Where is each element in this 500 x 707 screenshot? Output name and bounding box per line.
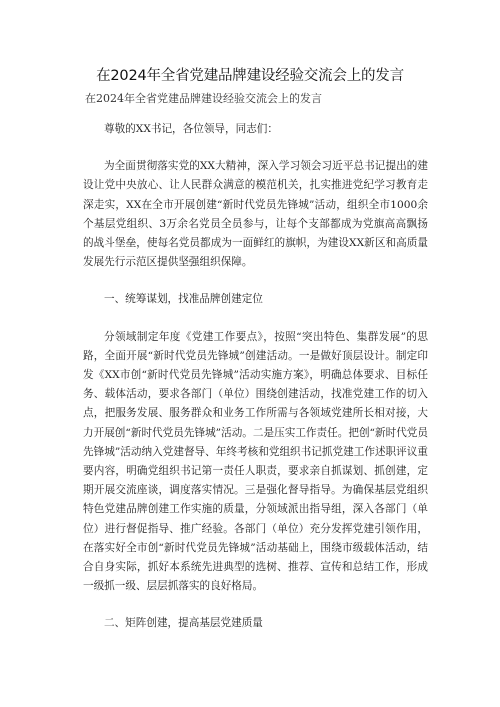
- document-body: [83, 120, 428, 652]
- salutation: 尊敬的XX书记，各位领导，同志们：: [104, 123, 278, 135]
- intro-paragraph: 为全面贯彻落实党的XX大精神，深入学习领会习近平总书记提出的建设让党中央放心、让人民群众满意的模范机关，扎实推进党纪学习教育走深走实，XX在全市开展创建“新时代党员先锋城”活动，组织全市1000余个基层党组织、3万余名党员全员参与，让每个支部都成为党旗高高飘扬的战斗堡垒，使每名党员都成为一面鲜红的旗帜，为建设XX新区和高质量发展先行示范区提供坚强组织保障。: [83, 160, 428, 269]
- section-heading-2: 二、矩阵创建，提高基层党建质量: [104, 617, 263, 630]
- document-title: 在2024年全省党建品牌建设经验交流会上的发言: [96, 68, 404, 84]
- section-1-paragraph: 分领域制定年度《党建工作要点》，按照“突出特色、集群发展”的思路，全面开展“新时代党员先锋城”创建活动。一是做好顶层设计。制定印发《XX市创“新时代党员先锋城”活动实施方案》，明确总体要求、目标任务、载体活动，要求各部门（单位）围绕创建活动，找准党建工作的切入点，把服务发展、服务群众和业务工作所需与各领域党建所长相对接，大力开展创“新时代党员先锋城”活动。二是压实工作责任。把创“新时代党员先锋城”活动纳入党建督导、年终考核和党组织书记抓党建工作述职评议重要内容，明确党组织书记第一责任人职责，要求亲自抓谋划、抓创建，定期开展交流座谈，调度落实情况。三是强化督导指导。为确保基层党组织特色党建品牌创建工作实施的质量，分领域派出指导组，深入各部门（单位）进行督促指导、推广经验。各部门（单位）充分发挥党建引领作用，在落实好全市创“新时代党员先锋城”活动基础上，围绕市级载体活动，结合自身实际，抓好本系统先进典型的选树、推荐、宣传和总结工作，形成一级抓一级、层层抓落实的良好格局。: [83, 330, 428, 593]
- document-subtitle: 在2024年全省党建品牌建设经验交流会上的发言: [85, 92, 322, 105]
- section-heading-1: 一、统筹谋划，找准品牌创建定位: [104, 293, 263, 306]
